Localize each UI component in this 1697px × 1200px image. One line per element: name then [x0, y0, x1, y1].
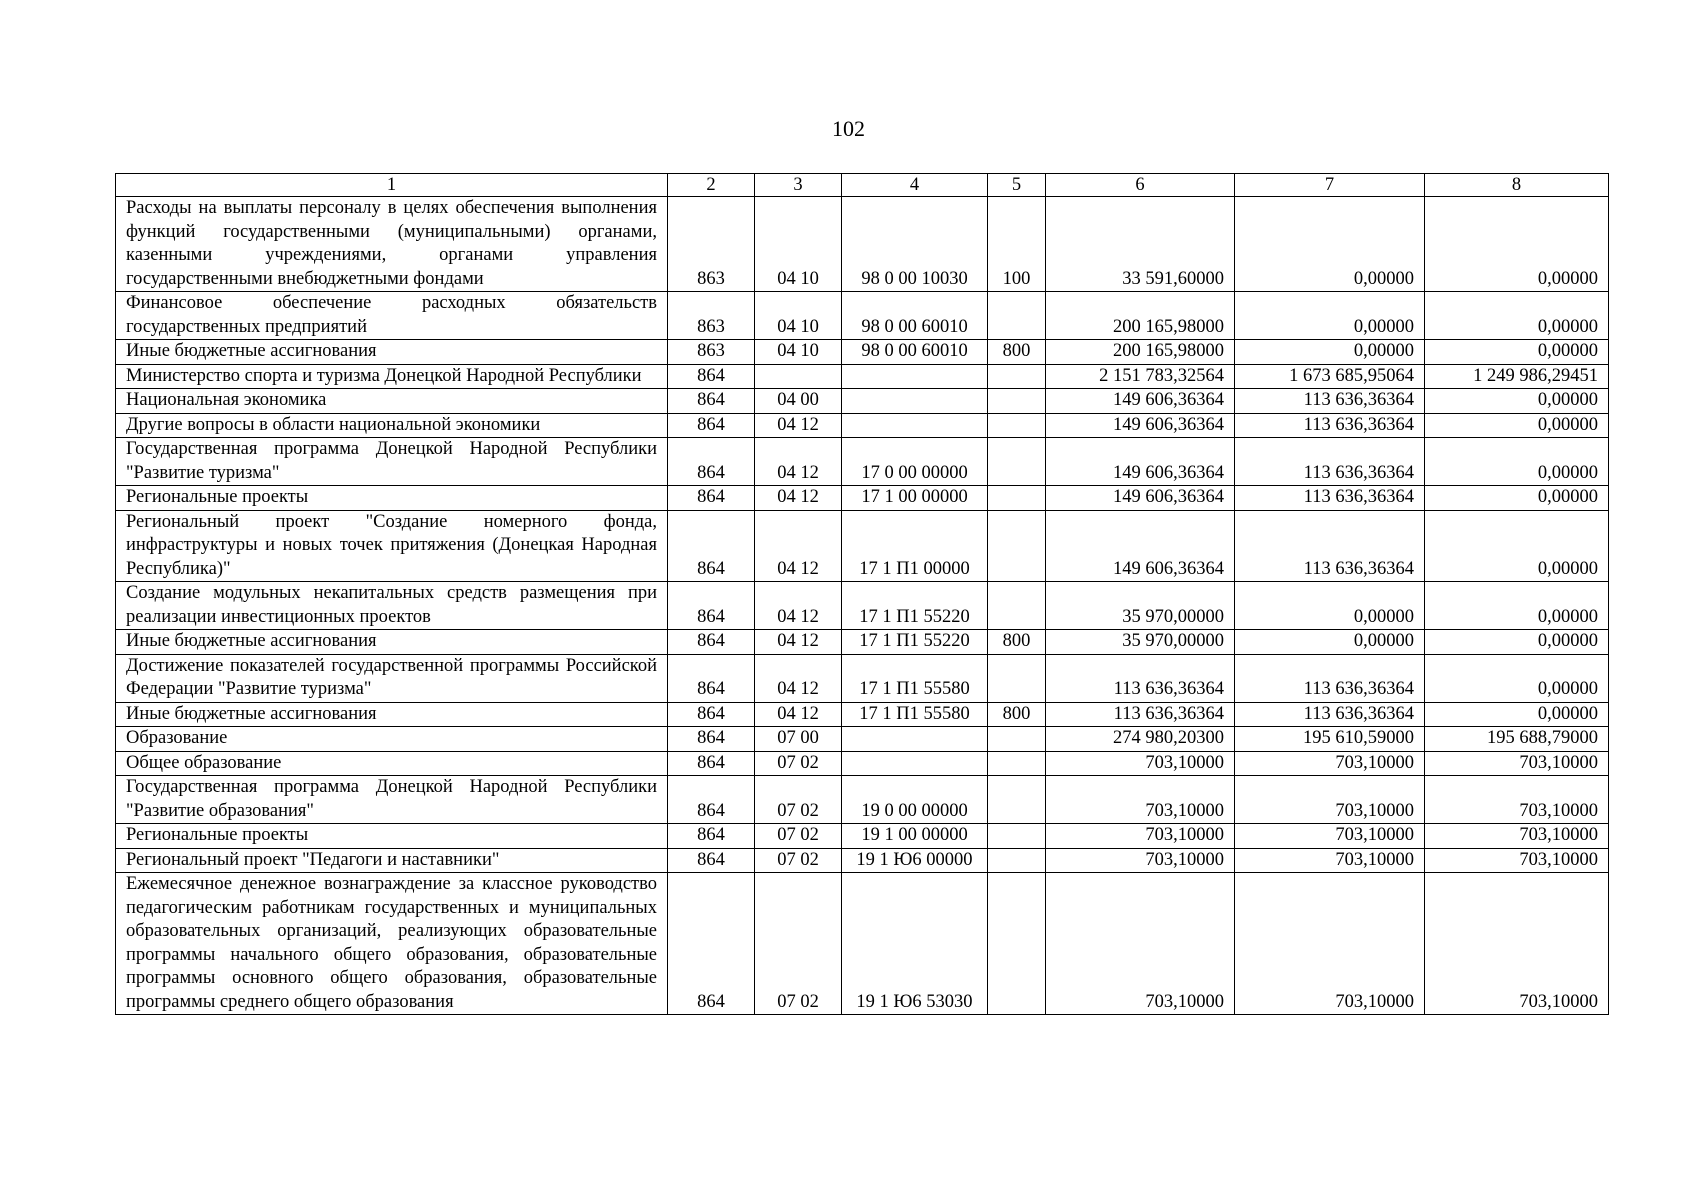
column-header: 2 — [668, 174, 755, 197]
table-row — [116, 848, 1609, 873]
column-header: 8 — [1425, 174, 1609, 197]
section-code: 04 10 — [755, 197, 842, 292]
section-code: 04 12 — [755, 702, 842, 727]
expense-type-code — [988, 364, 1046, 389]
amount-col-8: 0,00000 — [1425, 340, 1609, 365]
amount-col-6: 703,10000 — [1046, 824, 1235, 849]
table-row — [116, 582, 1609, 630]
expense-type-code: 800 — [988, 340, 1046, 365]
ministry-code: 864 — [668, 413, 755, 438]
amount-col-6: 149 606,36364 — [1046, 486, 1235, 511]
section-code: 07 02 — [755, 824, 842, 849]
amount-col-8: 0,00000 — [1425, 413, 1609, 438]
amount-col-7: 703,10000 — [1235, 751, 1425, 776]
section-code: 07 02 — [755, 873, 842, 1015]
expense-type-code — [988, 873, 1046, 1015]
line-item-name: Региональные проекты — [116, 486, 668, 511]
amount-col-7: 113 636,36364 — [1235, 438, 1425, 486]
table-row — [116, 340, 1609, 365]
ministry-code: 864 — [668, 776, 755, 824]
amount-col-7: 113 636,36364 — [1235, 486, 1425, 511]
ministry-code: 864 — [668, 486, 755, 511]
ministry-code: 863 — [668, 197, 755, 292]
line-item-name: Создание модульных некапитальных средств размещения при реализации инвестиционных проектов — [116, 582, 668, 630]
ministry-code: 864 — [668, 727, 755, 752]
section-code: 04 12 — [755, 486, 842, 511]
page-number: 102 — [832, 116, 865, 141]
amount-col-6: 113 636,36364 — [1046, 702, 1235, 727]
line-item-name: Региональные проекты — [116, 824, 668, 849]
amount-col-6: 35 970,00000 — [1046, 630, 1235, 655]
amount-col-6: 149 606,36364 — [1046, 510, 1235, 582]
header-row — [116, 174, 1609, 197]
section-code: 04 10 — [755, 292, 842, 340]
amount-col-6: 703,10000 — [1046, 873, 1235, 1015]
section-code: 07 02 — [755, 751, 842, 776]
table-body — [116, 197, 1609, 1015]
section-code: 04 12 — [755, 438, 842, 486]
ministry-code: 864 — [668, 364, 755, 389]
amount-col-8: 0,00000 — [1425, 389, 1609, 414]
target-article-code — [842, 389, 988, 414]
section-code: 04 10 — [755, 340, 842, 365]
amount-col-7: 703,10000 — [1235, 873, 1425, 1015]
ministry-code: 864 — [668, 702, 755, 727]
ministry-code: 864 — [668, 824, 755, 849]
table-row — [116, 364, 1609, 389]
section-code: 04 12 — [755, 582, 842, 630]
ministry-code: 864 — [668, 873, 755, 1015]
expense-type-code — [988, 727, 1046, 752]
expense-type-code: 800 — [988, 630, 1046, 655]
amount-col-8: 703,10000 — [1425, 751, 1609, 776]
target-article-code: 17 1 П1 00000 — [842, 510, 988, 582]
amount-col-7: 0,00000 — [1235, 197, 1425, 292]
amount-col-6: 149 606,36364 — [1046, 413, 1235, 438]
table-row — [116, 486, 1609, 511]
section-code: 04 12 — [755, 630, 842, 655]
amount-col-8: 0,00000 — [1425, 292, 1609, 340]
amount-col-6: 2 151 783,32564 — [1046, 364, 1235, 389]
amount-col-7: 1 673 685,95064 — [1235, 364, 1425, 389]
amount-col-6: 274 980,20300 — [1046, 727, 1235, 752]
expense-type-code — [988, 848, 1046, 873]
amount-col-7: 0,00000 — [1235, 340, 1425, 365]
amount-col-7: 113 636,36364 — [1235, 389, 1425, 414]
amount-col-8: 703,10000 — [1425, 848, 1609, 873]
table-row — [116, 873, 1609, 1015]
column-header: 5 — [988, 174, 1046, 197]
table-row — [116, 727, 1609, 752]
section-code: 04 12 — [755, 510, 842, 582]
column-header: 4 — [842, 174, 988, 197]
column-header: 1 — [116, 174, 668, 197]
table-row — [116, 389, 1609, 414]
amount-col-8: 0,00000 — [1425, 510, 1609, 582]
expense-type-code — [988, 413, 1046, 438]
amount-col-8: 703,10000 — [1425, 873, 1609, 1015]
table-row — [116, 654, 1609, 702]
amount-col-7: 703,10000 — [1235, 776, 1425, 824]
line-item-name: Министерство спорта и туризма Донецкой Народной Республики — [116, 364, 668, 389]
target-article-code: 19 0 00 00000 — [842, 776, 988, 824]
expense-type-code — [988, 582, 1046, 630]
target-article-code — [842, 727, 988, 752]
section-code: 07 00 — [755, 727, 842, 752]
ministry-code: 864 — [668, 389, 755, 414]
amount-col-8: 195 688,79000 — [1425, 727, 1609, 752]
line-item-name: Другие вопросы в области национальной экономики — [116, 413, 668, 438]
target-article-code: 17 1 П1 55220 — [842, 582, 988, 630]
amount-col-7: 113 636,36364 — [1235, 654, 1425, 702]
table-row — [116, 510, 1609, 582]
line-item-name: Расходы на выплаты персоналу в целях обеспечения выполнения функций государственными (муниципальными) органами, казенными учреждениями, органами управления государственными внебюджетными фондами — [116, 197, 668, 292]
amount-col-8: 0,00000 — [1425, 582, 1609, 630]
amount-col-6: 149 606,36364 — [1046, 438, 1235, 486]
ministry-code: 864 — [668, 848, 755, 873]
ministry-code: 863 — [668, 292, 755, 340]
target-article-code: 17 0 00 00000 — [842, 438, 988, 486]
section-code: 04 12 — [755, 654, 842, 702]
amount-col-7: 703,10000 — [1235, 824, 1425, 849]
target-article-code: 19 1 Ю6 53030 — [842, 873, 988, 1015]
section-code: 04 12 — [755, 413, 842, 438]
line-item-name: Иные бюджетные ассигнования — [116, 630, 668, 655]
amount-col-8: 0,00000 — [1425, 486, 1609, 511]
line-item-name: Государственная программа Донецкой Народной Республики "Развитие туризма" — [116, 438, 668, 486]
target-article-code: 98 0 00 60010 — [842, 340, 988, 365]
expense-type-code — [988, 654, 1046, 702]
line-item-name: Иные бюджетные ассигнования — [116, 340, 668, 365]
target-article-code: 17 1 П1 55580 — [842, 702, 988, 727]
line-item-name: Государственная программа Донецкой Народной Республики "Развитие образования" — [116, 776, 668, 824]
table-row — [116, 824, 1609, 849]
section-code — [755, 364, 842, 389]
amount-col-7: 703,10000 — [1235, 848, 1425, 873]
section-code: 07 02 — [755, 848, 842, 873]
expense-type-code — [988, 486, 1046, 511]
amount-col-6: 149 606,36364 — [1046, 389, 1235, 414]
column-header: 7 — [1235, 174, 1425, 197]
amount-col-6: 33 591,60000 — [1046, 197, 1235, 292]
amount-col-6: 200 165,98000 — [1046, 292, 1235, 340]
amount-col-6: 35 970,00000 — [1046, 582, 1235, 630]
target-article-code: 17 1 00 00000 — [842, 486, 988, 511]
line-item-name: Ежемесячное денежное вознаграждение за классное руководство педагогическим работникам государственных и муниципальных образовательных организаций, реализующих образовательные программы начального общего образования, образовательные программы основного общего образования, образовательные программы среднего общего образования — [116, 873, 668, 1015]
amount-col-6: 703,10000 — [1046, 776, 1235, 824]
amount-col-7: 113 636,36364 — [1235, 702, 1425, 727]
line-item-name: Региональный проект "Педагоги и наставники" — [116, 848, 668, 873]
amount-col-8: 1 249 986,29451 — [1425, 364, 1609, 389]
line-item-name: Достижение показателей государственной программы Российской Федерации "Развитие туризма" — [116, 654, 668, 702]
amount-col-6: 113 636,36364 — [1046, 654, 1235, 702]
amount-col-7: 0,00000 — [1235, 630, 1425, 655]
amount-col-8: 703,10000 — [1425, 776, 1609, 824]
target-article-code: 17 1 П1 55580 — [842, 654, 988, 702]
line-item-name: Иные бюджетные ассигнования — [116, 702, 668, 727]
target-article-code — [842, 413, 988, 438]
table-row — [116, 630, 1609, 655]
amount-col-7: 0,00000 — [1235, 292, 1425, 340]
line-item-name: Образование — [116, 727, 668, 752]
amount-col-8: 0,00000 — [1425, 702, 1609, 727]
expense-type-code: 800 — [988, 702, 1046, 727]
expense-type-code: 100 — [988, 197, 1046, 292]
table-row — [116, 413, 1609, 438]
ministry-code: 864 — [668, 582, 755, 630]
section-code: 07 02 — [755, 776, 842, 824]
expense-type-code — [988, 776, 1046, 824]
amount-col-8: 0,00000 — [1425, 654, 1609, 702]
line-item-name: Финансовое обеспечение расходных обязательств государственных предприятий — [116, 292, 668, 340]
amount-col-6: 703,10000 — [1046, 848, 1235, 873]
table-row — [116, 702, 1609, 727]
line-item-name: Общее образование — [116, 751, 668, 776]
target-article-code: 98 0 00 10030 — [842, 197, 988, 292]
table-row — [116, 197, 1609, 292]
amount-col-8: 0,00000 — [1425, 197, 1609, 292]
target-article-code — [842, 364, 988, 389]
ministry-code: 864 — [668, 510, 755, 582]
target-article-code: 19 1 00 00000 — [842, 824, 988, 849]
amount-col-8: 0,00000 — [1425, 630, 1609, 655]
table-row — [116, 776, 1609, 824]
column-header: 3 — [755, 174, 842, 197]
amount-col-6: 200 165,98000 — [1046, 340, 1235, 365]
ministry-code: 863 — [668, 340, 755, 365]
amount-col-7: 113 636,36364 — [1235, 510, 1425, 582]
budget-table — [115, 173, 1609, 1015]
target-article-code: 17 1 П1 55220 — [842, 630, 988, 655]
expense-type-code — [988, 389, 1046, 414]
section-code: 04 00 — [755, 389, 842, 414]
amount-col-7: 0,00000 — [1235, 582, 1425, 630]
line-item-name: Национальная экономика — [116, 389, 668, 414]
amount-col-7: 113 636,36364 — [1235, 413, 1425, 438]
column-header: 6 — [1046, 174, 1235, 197]
expense-type-code — [988, 438, 1046, 486]
expense-type-code — [988, 292, 1046, 340]
table-row — [116, 292, 1609, 340]
ministry-code: 864 — [668, 751, 755, 776]
ministry-code: 864 — [668, 654, 755, 702]
amount-col-7: 195 610,59000 — [1235, 727, 1425, 752]
line-item-name: Региональный проект "Создание номерного фонда, инфраструктуры и новых точек притяжения (Донецкая Народная Республика)" — [116, 510, 668, 582]
expense-type-code — [988, 751, 1046, 776]
expense-type-code — [988, 510, 1046, 582]
expense-type-code — [988, 824, 1046, 849]
ministry-code: 864 — [668, 630, 755, 655]
table-row — [116, 438, 1609, 486]
ministry-code: 864 — [668, 438, 755, 486]
target-article-code: 19 1 Ю6 00000 — [842, 848, 988, 873]
amount-col-8: 0,00000 — [1425, 438, 1609, 486]
table-row — [116, 751, 1609, 776]
amount-col-8: 703,10000 — [1425, 824, 1609, 849]
amount-col-6: 703,10000 — [1046, 751, 1235, 776]
target-article-code: 98 0 00 60010 — [842, 292, 988, 340]
target-article-code — [842, 751, 988, 776]
